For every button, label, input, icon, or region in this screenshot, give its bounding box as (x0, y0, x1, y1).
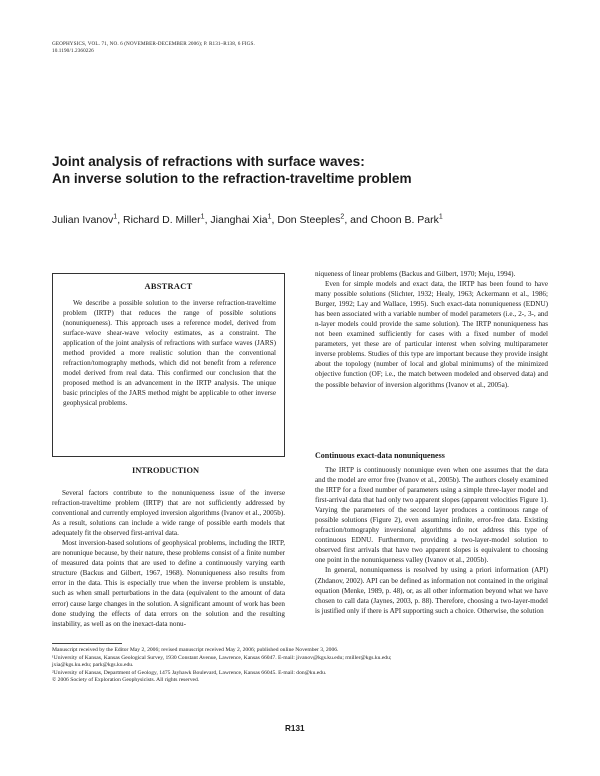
manuscript-note: Manuscript received by the Editor May 2, 2006; revised manuscript received May 2, 2006; published online November 3, 2006. (52, 647, 339, 653)
affiliation-1: ¹University of Kansas, Kansas Geological Survey, 1930 Constant Avenue, Lawrence, Kansas 66047. E-mail: jivanov@kgs.ku.edu; rmiller@kgs.ku.edu; (52, 654, 392, 661)
affiliation-marker: 1 (438, 213, 443, 221)
title-line-2: An inverse solution to the refraction-traveltime problem (52, 171, 412, 186)
paragraph: Several factors contribute to the nonuniqueness issue of the inverse refraction-traveltime problem (IRTP) that are not sufficiently addressed by conventional and currently employed inversion algorithms (Ivanov et al., 2005b). As a result, solutions can include a wide range of possible earth models that adequately fit the observed first-arrival data. (52, 489, 285, 538)
introduction-body (52, 488, 285, 629)
paragraph: Most inversion-based solutions of geophysical problems, including the IRTP, are nonunique because, by their nature, these problems consist of a finite number of measured data points that are used to define a continuously varying earth structure (Backus and Gilbert, 1967, 1968). Nonuniqueness also results from error in the data. This is especially true when the inverse problem is unstable, such as when small perturbations in the data (equivalent to the amount of data error) cause large changes in the solution. A significant amount of work has been done studying the effects of data errors on the solution and the resulting instability, as well as on the inexact-data nonu- (52, 539, 285, 628)
citation-line: GEOPHYSICS, VOL. 71, NO. 6 (NOVEMBER-DECEMBER 2006); P. R131–R138, 6 FIGS. (52, 41, 255, 47)
paragraph: The IRTP is continuously nonunique even when one assumes that the data and the model are error free (Ivanov et al., 2005b). The authors closely examined the IRTP for a fixed number of parameters using a simple three-layer model and first-arrival data that had only two apparent slopes (apparent velocities Figure 1). Varying the parameters of the second layer produces a continuous range of possible solutions (Figure 2), even assuming infinite, error-free data. Existing refraction/tomography inversional algorithms do not address this type of continuous EDNU. Furthermore, providing a two-layer-model solution to observed first arrivals that have two apparent slopes is equivalent to choosing one point in the nonuniqueness valley (Ivanov et al., 2005b). (315, 466, 548, 565)
affiliation-1-emails: jxia@kgs.ku.edu; park@kgs.ku.edu. (52, 662, 134, 669)
author-separator: , (271, 214, 278, 226)
doi-line: 10.1190/1.2360226 (52, 48, 94, 54)
author-name: Jianghai Xia (210, 214, 268, 226)
author-name: Richard D. Miller (123, 214, 201, 226)
title-line-1: Joint analysis of refractions with surface waves: (52, 154, 365, 169)
author-name: Choon B. Park (370, 214, 439, 226)
right-column-top (315, 269, 548, 390)
copyright-note: © 2006 Society of Exploration Geophysicists. All rights reserved. (52, 677, 200, 684)
page-number: R131 (285, 724, 305, 733)
author-separator: , (204, 214, 211, 226)
abstract-text: We describe a possible solution to the inverse refraction-traveltime problem (IRTP) that reduces the range of possible solutions (nonuniqueness). This approach uses a reference model, derived from surface-wave shear-wave velocity estimates, as a constraint. The application of the joint analysis of refractions with surface waves (JARS) method provided a more realistic solution than the conventional refraction/tomography methods, which did not benefit from a reference model derived from real data. This confirmed our conclusion that the proposed method is an advancement in the IRTP analysis. The unique basic principles of the JARS method might be applicable to other inverse geophysical problems. (63, 299, 276, 408)
footnote-rule (52, 643, 122, 644)
author-separator: , (117, 214, 124, 226)
affiliation-marker: 1 (113, 213, 118, 221)
subsection-heading: Continuous exact-data nonuniqueness (315, 451, 445, 460)
affiliation-marker: 1 (267, 213, 272, 221)
author-separator: , and (344, 214, 371, 226)
abstract-heading: ABSTRACT (144, 282, 193, 291)
author-name: Julian Ivanov (52, 214, 114, 226)
affiliation-2: ²University of Kansas, Department of Geology, 1475 Jayhawk Boulevard, Lawrence, Kansas 66045. E-mail: don@ku.edu. (52, 669, 327, 676)
right-column-bottom (315, 465, 548, 616)
author-list (52, 214, 552, 226)
journal-header (52, 41, 255, 55)
paragraph: In general, nonuniqueness is resolved by using a priori information (API) (Zhdanov, 2002). API can be defined as information not contained in the original equation (Menke, 1989, p. 48), or, as all other information beyond what we have chosen to call data (Jaynes, 2003, p. 88). Therefore, choosing a two-layer-model is justified only if there is API supporting such a choice. Otherwise, the solution (315, 566, 548, 615)
author-name: Don Steeples (277, 214, 341, 226)
footnotes (52, 647, 548, 685)
introduction-heading: INTRODUCTION (132, 466, 200, 475)
abstract-box (52, 273, 285, 457)
paragraph: niqueness of linear problems (Backus and Gilbert, 1970; Meju, 1994). (315, 270, 516, 278)
paragraph: Even for simple models and exact data, the IRTP has been found to have many possible solutions (Slichter, 1932; Healy, 1963; Ackermann et al., 1986; Burger, 1992; Lay and Wallace, 1995). Such exact-data nonuniqueness (EDNU) has been associated with a variable number of model parameters (i.e., 2-, 3-, and n-layer models could provide the same solution). The IRTP nonuniqueness has not been examined sufficiently for cases with a fixed number of model parameters, yet these are of particular interest when solving multiparameter inverse problems. Studies of this type are important because they provide insight about the topology (number of local and global minimums) of the minimized objective function (OF; i.e., the match between modeled and observed data) and the possible behavior of inversion algorithms (Ivanov et al., 2005a). (315, 280, 548, 389)
affiliation-marker: 1 (200, 213, 205, 221)
article-title (52, 153, 552, 187)
affiliation-marker: 2 (340, 213, 345, 221)
